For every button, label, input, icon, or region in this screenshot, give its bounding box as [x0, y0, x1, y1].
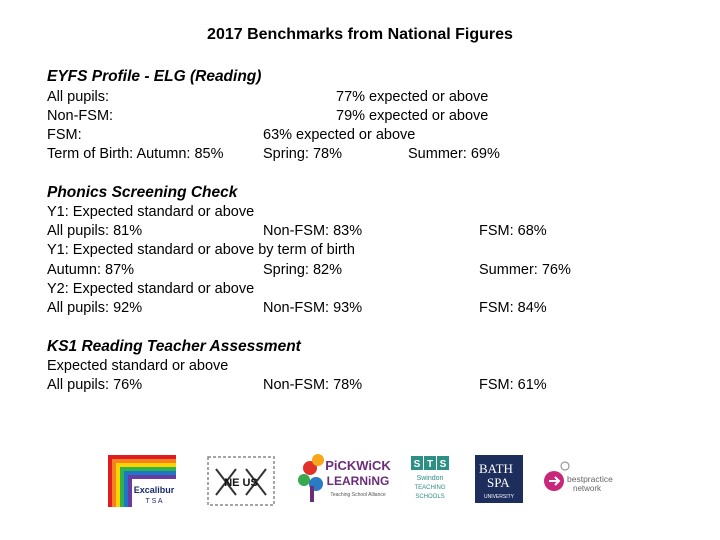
phonics-summer: Summer: 76%	[479, 262, 571, 278]
best-practice-network-logo	[543, 460, 625, 500]
pickwick-text-2: LEARNiNG	[326, 474, 390, 488]
eyfs-nonfsm-value: 79% expected or above	[336, 108, 489, 124]
excalibur-sub-text: T S A	[145, 498, 163, 505]
nexus-text: NE US	[224, 477, 258, 489]
ks1-standard: Expected standard or above	[47, 358, 229, 374]
excalibur-text: Excalibur	[133, 485, 175, 495]
swindon-text-3: SCHOOLS	[415, 494, 445, 500]
eyfs-fsm-value: 63% expected or above	[263, 127, 416, 143]
bp-text-1: bestpractice	[567, 474, 613, 484]
eyfs-all-value: 77% expected or above	[336, 89, 489, 105]
spa-text: SPA	[487, 475, 510, 490]
phonics-y2-fsm: FSM: 84%	[479, 300, 547, 316]
phonics-spring: Spring: 82%	[263, 262, 342, 278]
bath-text: BATH	[479, 461, 513, 476]
page-title: 2017 Benchmarks from National Figures	[207, 26, 513, 43]
swindon-text-2: TEACHING	[414, 485, 446, 491]
phonics-y1-term: Y1: Expected standard or above by term of birth	[47, 242, 355, 258]
ks1-all: All pupils: 76%	[47, 377, 143, 393]
phonics-y1-all: All pupils: 81%	[47, 223, 143, 239]
ks1-nonfsm: Non-FSM: 78%	[263, 377, 363, 393]
phonics-y1-standard: Y1: Expected standard or above	[47, 204, 255, 220]
eyfs-fsm-label: FSM:	[47, 127, 82, 143]
ks1-fsm: FSM: 61%	[479, 377, 547, 393]
bath-spa-logo	[475, 455, 523, 503]
bath-university-text: UNIVERSITY	[483, 494, 515, 500]
eyfs-term-autumn: Term of Birth: Autumn: 85%	[47, 146, 224, 162]
excalibur-logo	[108, 455, 176, 507]
swindon-text-1: Swindon	[416, 475, 444, 482]
eyfs-heading: EYFS Profile - ELG (Reading)	[47, 68, 262, 85]
sts-letter-2: T	[426, 459, 434, 470]
phonics-y2-standard: Y2: Expected standard or above	[47, 281, 255, 297]
phonics-heading: Phonics Screening Check	[47, 184, 238, 201]
ks1-heading: KS1 Reading Teacher Assessment	[47, 338, 301, 355]
sts-letter-3: S	[439, 459, 447, 470]
sts-logo	[410, 455, 450, 503]
eyfs-term-spring: Spring: 78%	[263, 146, 342, 162]
pickwick-sub-text: Teaching School Alliance	[330, 492, 386, 498]
eyfs-term-summer: Summer: 69%	[408, 146, 500, 162]
eyfs-nonfsm-label: Non-FSM:	[47, 108, 114, 124]
phonics-y1-nonfsm: Non-FSM: 83%	[263, 223, 363, 239]
phonics-y2-all: All pupils: 92%	[47, 300, 143, 316]
sts-letter-1: S	[413, 459, 421, 470]
phonics-y1-fsm: FSM: 68%	[479, 223, 547, 239]
bp-text-2: network	[573, 484, 602, 493]
phonics-y2-nonfsm: Non-FSM: 93%	[263, 300, 363, 316]
pickwick-text-1: PiCKWiCK	[325, 458, 391, 473]
phonics-autumn: Autumn: 87%	[47, 262, 135, 278]
nexus-logo	[206, 455, 276, 507]
pickwick-logo	[296, 450, 392, 506]
eyfs-all-label: All pupils:	[47, 89, 110, 105]
